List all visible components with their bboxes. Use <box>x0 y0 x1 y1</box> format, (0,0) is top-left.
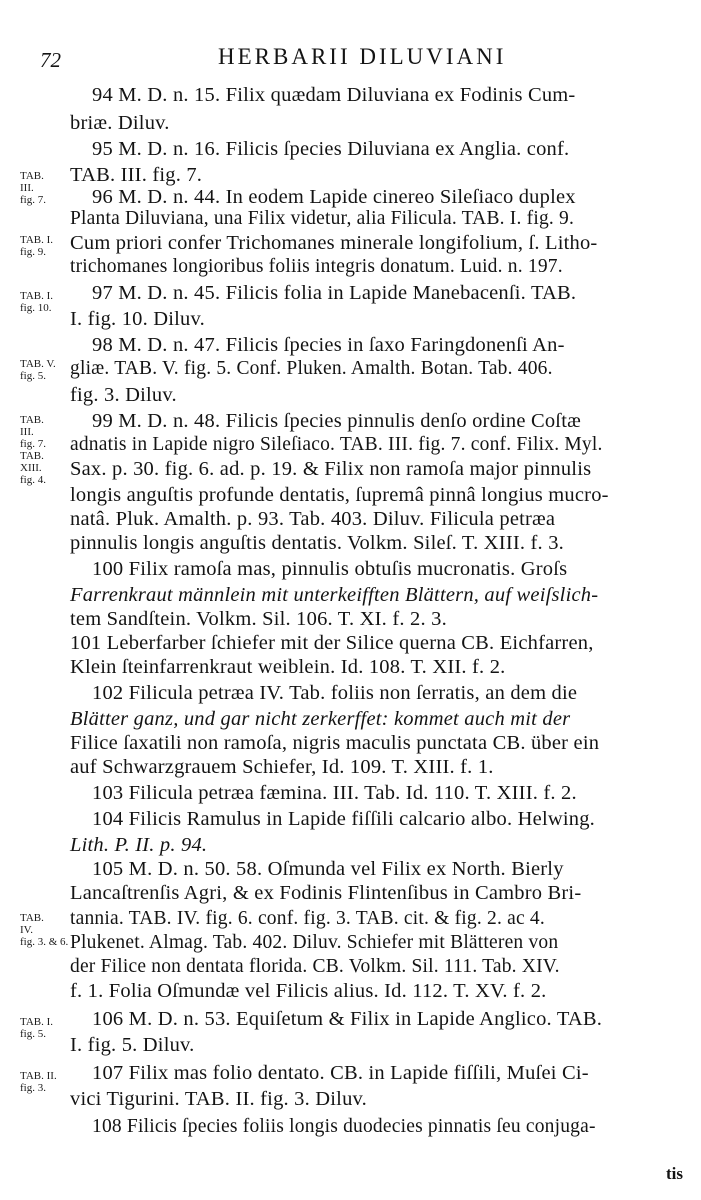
text-line: 101 Leberfarber ſchiefer mit der Silice querna CB. Eichfarren, <box>70 632 594 654</box>
text-line: vici Tigurini. TAB. II. fig. 3. Diluv. <box>70 1088 367 1110</box>
text-line: natâ. Pluk. Amalth. p. 93. Tab. 403. Diluv. Filicula petræa <box>70 508 556 530</box>
margin-note: TAB. I. fig. 9. <box>20 234 54 258</box>
margin-note: TAB. I. fig. 5. <box>20 1016 54 1040</box>
text-line: pinnulis longis anguſtis dentatis. Volkm. Sileſ. T. XIII. f. 3. <box>70 532 564 554</box>
running-head: HERBARII DILUVIANI <box>218 44 507 69</box>
text-line: briæ. Diluv. <box>70 112 170 134</box>
text-line: auf Schwarzgrauem Schiefer, Id. 109. T. XIII. f. 1. <box>70 756 494 778</box>
margin-note: TAB. V. fig. 5. <box>20 358 56 382</box>
text-line: 104 Filicis Ramulus in Lapide fiſſili calcario albo. Helwing. <box>92 808 595 830</box>
text-line: 97 M. D. n. 45. Filicis folia in Lapide Manebacenſi. TAB. <box>92 282 577 304</box>
text-line: fig. 3. Diluv. <box>70 384 177 406</box>
text-line: Lancaſtrenſis Agri, & ex Fodinis Flintenſibus in Cambro Bri- <box>70 882 582 904</box>
text-line: 100 Filix ramoſa mas, pinnulis obtuſis mucronatis. Groſs <box>92 558 568 580</box>
text-line: 96 M. D. n. 44. In eodem Lapide cinereo Sileſiaco duplex <box>92 186 576 208</box>
text-line: der Filice non dentata florida. CB. Volkm. Sil. 111. Tab. XIV. <box>70 956 560 977</box>
text-line: Blätter ganz, und gar nicht zerkerffet: kommet auch mit der <box>70 708 571 730</box>
margin-note: TAB. III. fig. 7. TAB. XIII. fig. 4. <box>20 414 46 486</box>
text-line: Plukenet. Almag. Tab. 402. Diluv. Schiefer mit Blätteren von <box>70 932 559 953</box>
text-line: Klein ſteinfarrenkraut weiblein. Id. 108. T. XII. f. 2. <box>70 656 506 678</box>
margin-note: TAB. II. fig. 3. <box>20 1070 57 1094</box>
text-line: longis anguſtis profunde dentatis, ſupremâ pinnâ longius mucro- <box>70 484 609 506</box>
text-line: I. fig. 5. Diluv. <box>70 1034 195 1056</box>
text-line: I. fig. 10. Diluv. <box>70 308 205 330</box>
text-line: 98 M. D. n. 47. Filicis ſpecies in ſaxo Faringdonenſi An- <box>92 334 565 356</box>
text-line: 99 M. D. n. 48. Filicis ſpecies pinnulis denſo ordine Coſtæ <box>92 410 581 432</box>
text-line: 95 M. D. n. 16. Filicis ſpecies Diluviana ex Anglia. conf. <box>92 138 570 160</box>
text-line: f. 1. Folia Oſmundæ vel Filicis alius. Id. 112. T. XV. f. 2. <box>70 980 547 1002</box>
catchword: tis <box>666 1164 683 1183</box>
text-line: 105 M. D. n. 50. 58. Oſmunda vel Filix ex North. Bierly <box>92 858 564 880</box>
page-number: 72 <box>40 48 61 72</box>
text-line: tem Sandſtein. Volkm. Sil. 106. T. XI. f. 2. 3. <box>70 608 447 630</box>
margin-note: TAB. III. fig. 7. <box>20 170 46 206</box>
text-line: gliæ. TAB. V. fig. 5. Conf. Pluken. Amalth. Botan. Tab. 406. <box>70 358 553 379</box>
text-line: Filice ſaxatili non ramoſa, nigris maculis punctata CB. über ein <box>70 732 600 754</box>
margin-note: TAB. I. fig. 10. <box>20 290 54 314</box>
text-line: 103 Filicula petræa fæmina. III. Tab. Id. 110. T. XIII. f. 2. <box>92 782 577 804</box>
text-line: adnatis in Lapide nigro Sileſiaco. TAB. III. fig. 7. conf. Filix. Myl. <box>70 434 603 455</box>
text-line: 108 Filicis ſpecies foliis longis duodecies pinnatis ſeu conjuga- <box>92 1116 596 1137</box>
text-line: Farrenkraut männlein mit unterkeifften Blättern, auf weiſslich- <box>70 584 599 606</box>
margin-note: TAB. IV. fig. 3. & 6. <box>20 912 69 948</box>
text-line: TAB. III. fig. 7. <box>70 164 203 186</box>
text-line: tannia. TAB. IV. fig. 6. conf. fig. 3. TAB. cit. & fig. 2. ac 4. <box>70 908 545 929</box>
text-line: 102 Filicula petræa IV. Tab. foliis non ſerratis, an dem die <box>92 682 578 704</box>
text-line: Planta Diluviana, una Filix videtur, alia Filicula. TAB. I. fig. 9. <box>70 208 575 229</box>
text-line: 106 M. D. n. 53. Equiſetum & Filix in Lapide Anglico. TAB. <box>92 1008 603 1030</box>
text-line: Sax. p. 30. fig. 6. ad. p. 19. & Filix non ramoſa major pinnulis <box>70 458 592 480</box>
text-line: Cum priori confer Trichomanes minerale longifolium, ſ. Litho- <box>70 232 598 254</box>
text-line: 94 M. D. n. 15. Filix quædam Diluviana ex Fodinis Cum- <box>92 84 576 106</box>
text-line: 107 Filix mas folio dentato. CB. in Lapide fiſſili, Muſei Ci- <box>92 1062 589 1084</box>
text-line: trichomanes longioribus foliis integris donatum. Luid. n. 197. <box>70 256 563 277</box>
text-line: Lith. P. II. p. 94. <box>70 834 208 856</box>
